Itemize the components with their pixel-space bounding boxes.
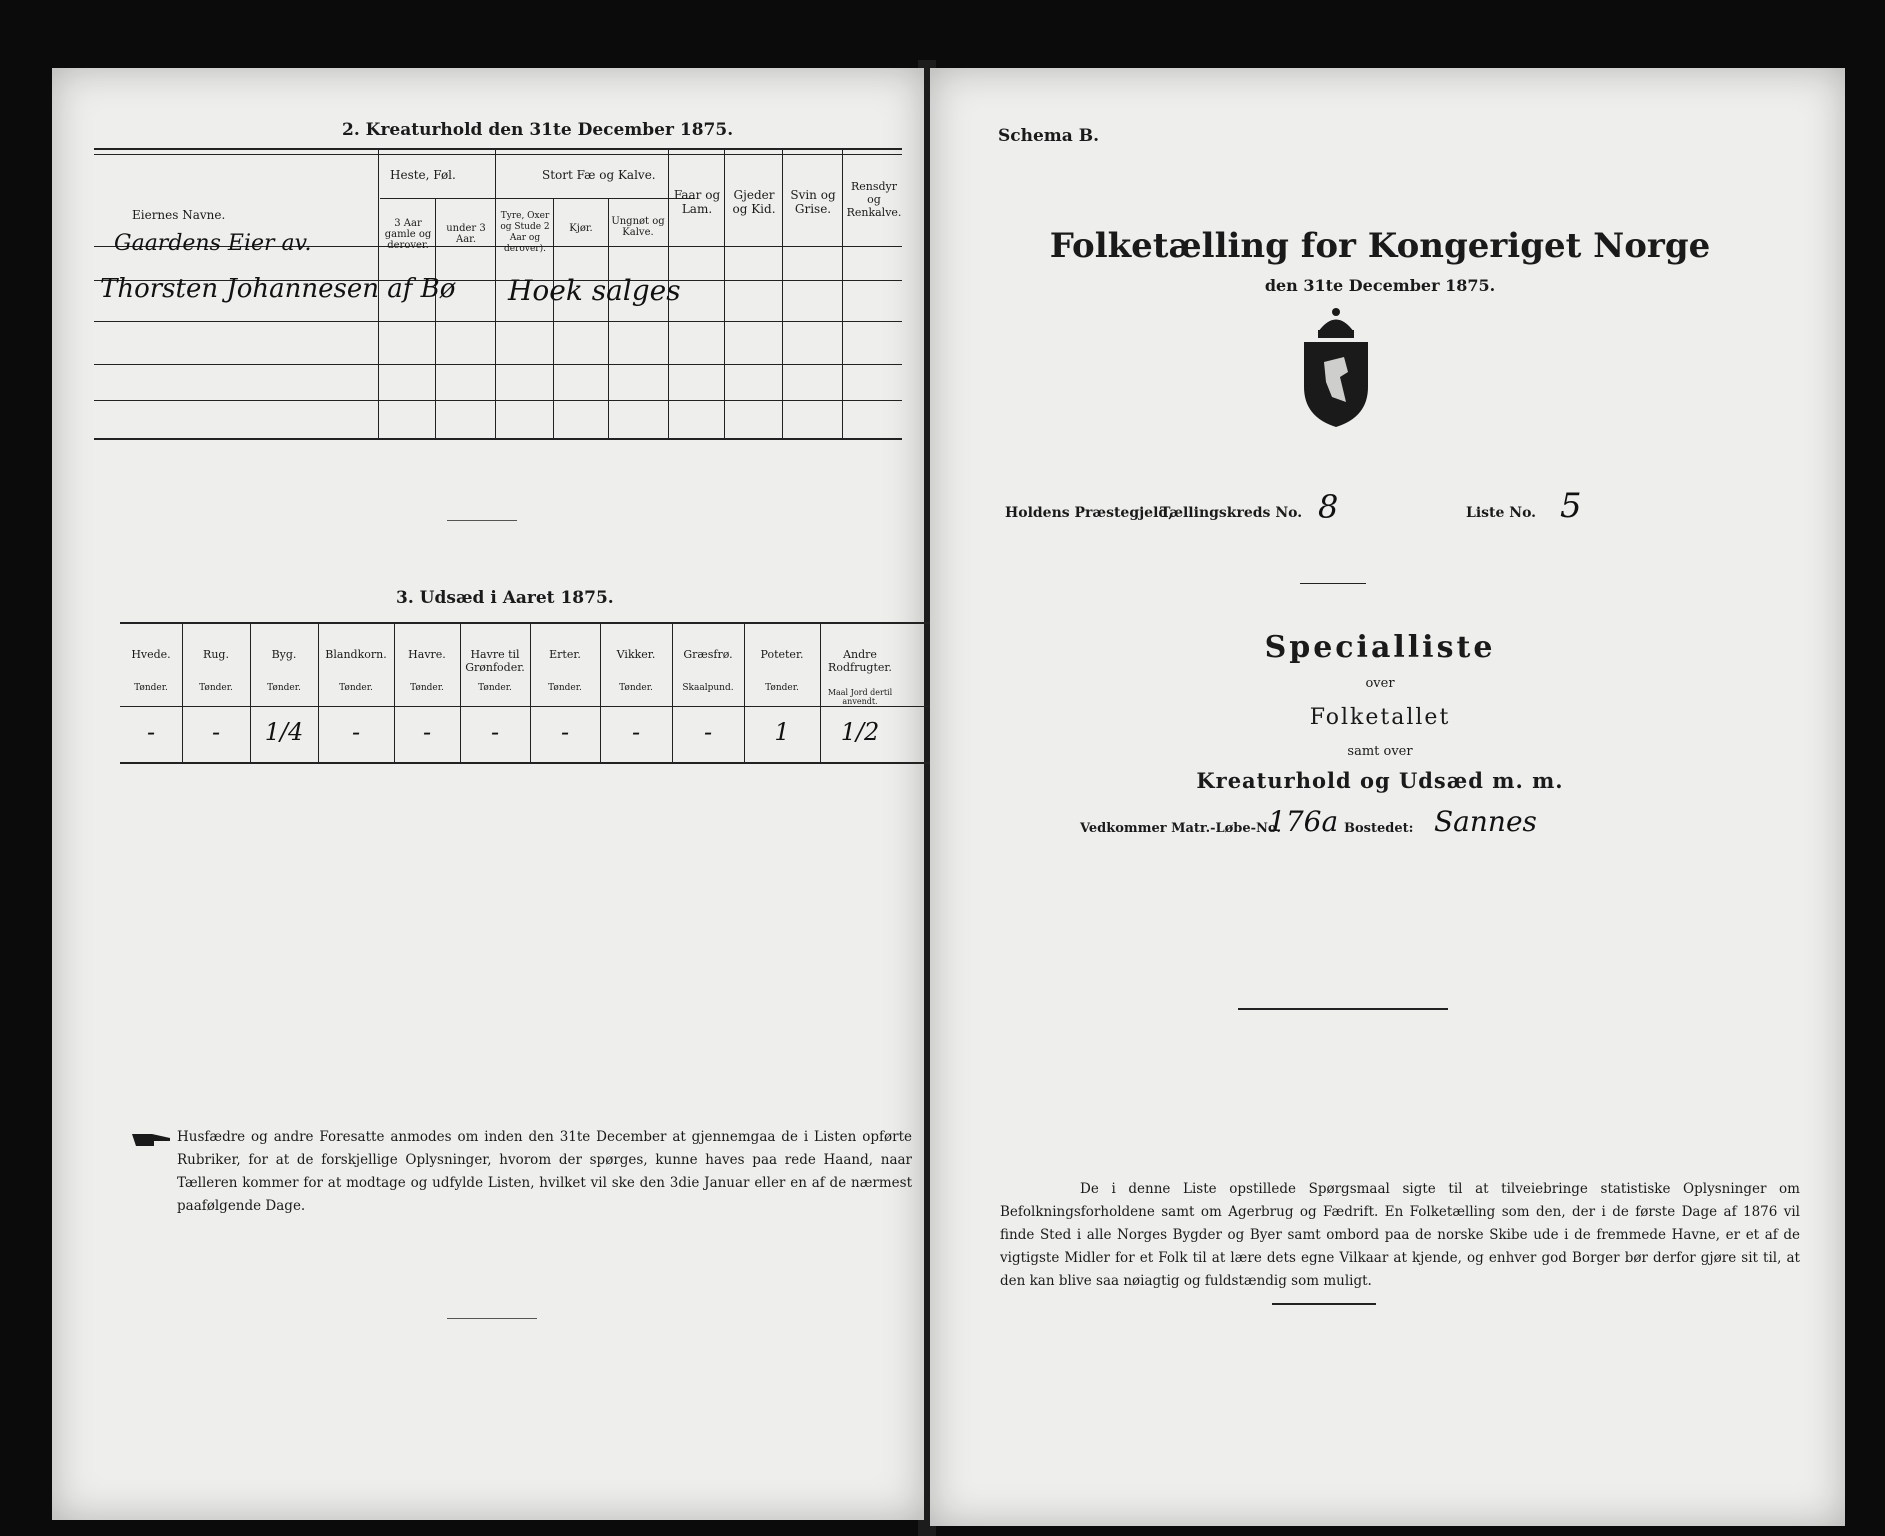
goats-header: Gjeder og Kid. bbox=[732, 188, 776, 216]
cattle-sub-2: Kjør. bbox=[569, 223, 593, 234]
livestock-title: 2. Kreaturhold den 31te December 1875. bbox=[342, 120, 734, 140]
sowing-col-header: Blandkorn. bbox=[325, 648, 387, 661]
cattle-sub-1: Tyre, Oxer og Stude 2 Aar og derover). bbox=[500, 211, 550, 254]
list-value: 5 bbox=[1560, 486, 1582, 526]
sowing-col-unit: Tønder. bbox=[619, 683, 653, 693]
sowing-title: 3. Udsæd i Aaret 1875. bbox=[396, 588, 614, 608]
notice-text: Husfædre og andre Foresatte anmodes om inden den 31te December at gjennemgaa de i Listen opførte Rubriker, for at de forskjellige Oplysninger, hvorom der spørges, kunne haves paa rede Haand, naar Tælleren kommer for at modtage og udfylde Listen, hvilket vil ske den 3die Januar eller en af de nærmest paafølgende Dage. bbox=[177, 1129, 912, 1214]
sowing-col-header: Poteter. bbox=[760, 648, 804, 661]
sowing-col-header: Rug. bbox=[203, 648, 229, 661]
sowing-col-unit: Tønder. bbox=[339, 683, 373, 693]
sowing-col-unit: Tønder. bbox=[267, 683, 301, 693]
matr-value: 176a bbox=[1268, 805, 1339, 838]
sowing-value: - bbox=[703, 718, 713, 746]
over-text-1: over bbox=[1365, 676, 1395, 691]
sowing-col-unit: Tønder. bbox=[410, 683, 444, 693]
right-page bbox=[930, 68, 1845, 1526]
sowing-col-unit: Tønder. bbox=[199, 683, 233, 693]
pointing-hand-icon bbox=[130, 1130, 168, 1146]
matr-label: Vedkommer Matr.-Løbe-No. bbox=[1080, 821, 1281, 836]
district-label: Tællingskreds No. bbox=[1160, 505, 1303, 521]
parish-label: Holdens Præstegjeld, bbox=[1005, 505, 1174, 521]
sowing-value: - bbox=[146, 718, 156, 746]
cattle-sub-3: Ungnøt og Kalve. bbox=[611, 216, 665, 238]
handwritten-owner: Thorsten Johannesen af Bø bbox=[100, 274, 456, 304]
sowing-value: - bbox=[631, 718, 641, 746]
folketallet-text: Folketallet bbox=[1309, 705, 1451, 730]
sheep-header: Faar og Lam. bbox=[673, 188, 721, 216]
census-date: den 31te December 1875. bbox=[1264, 276, 1496, 295]
sowing-col-header: Erter. bbox=[549, 648, 581, 661]
sowing-col-unit: Tønder. bbox=[478, 683, 512, 693]
schema-label: Schema B. bbox=[998, 126, 1100, 146]
handwritten-owner-header: Gaardens Eier av. bbox=[114, 231, 312, 256]
sowing-value: 1/2 bbox=[840, 718, 880, 746]
footer-text: De i denne Liste opstillede Spørgsmaal sigte til at tilveiebringe statistiske Oplysninger om Befolkningsforholdene samt om Agerbrug og Fædrift. En Folketælling som den, der i de første Dage af 1876 vil finde Sted i alle Norges Bygder og Byer samt ombord paa de norske Skibe ude i de fremmede Havne, er et af de vigtigste Midler for et Folk til at lære dets egne Vilkaar at kjende, og enhver god Borger bør derfor gjøre sit til, at den kan blive saa nøiagtig og fuldstændig som muligt. bbox=[1000, 1181, 1800, 1289]
sowing-value: - bbox=[211, 718, 221, 746]
kreaturhold-text: Kreaturhold og Udsæd m. m. bbox=[1196, 768, 1564, 793]
sowing-col-header: Vikker. bbox=[616, 648, 656, 661]
list-label: Liste No. bbox=[1466, 505, 1537, 521]
pigs-header: Svin og Grise. bbox=[790, 188, 836, 216]
sowing-col-unit: Tønder. bbox=[765, 683, 799, 693]
cattle-header: Stort Fæ og Kalve. bbox=[542, 168, 656, 182]
bosted-value: Sannes bbox=[1434, 805, 1537, 838]
specialliste-title: Specialliste bbox=[1264, 630, 1496, 665]
sowing-value: - bbox=[422, 718, 432, 746]
sowing-col-header: Hvede. bbox=[131, 648, 171, 661]
sowing-col-header: Andre Rodfrugter. bbox=[828, 648, 892, 674]
handwritten-note: Hoek salges bbox=[508, 274, 681, 307]
census-title: Folketælling for Kongeriget Norge bbox=[1049, 226, 1711, 266]
horses-header: Heste, Føl. bbox=[390, 168, 456, 182]
sowing-value: 1 bbox=[774, 718, 790, 746]
sowing-col-unit: Tønder. bbox=[548, 683, 582, 693]
horses-sub-1: 3 Aar gamle og derover. bbox=[384, 218, 432, 251]
sowing-col-unit: Skaalpund. bbox=[682, 683, 734, 693]
district-value: 8 bbox=[1318, 488, 1339, 526]
bosted-label: Bostedet: bbox=[1344, 821, 1414, 836]
sowing-col-header: Græsfrø. bbox=[683, 648, 733, 661]
sowing-value: - bbox=[351, 718, 361, 746]
owner-col-header: Eiernes Navne. bbox=[132, 208, 226, 222]
left-page bbox=[52, 68, 924, 1520]
sowing-col-header: Havre. bbox=[408, 648, 446, 661]
sowing-value: - bbox=[560, 718, 570, 746]
sowing-col-unit: Maal Jord dertil anvendt. bbox=[827, 688, 893, 706]
sowing-value: 1/4 bbox=[264, 718, 304, 746]
sowing-col-unit: Tønder. bbox=[134, 683, 168, 693]
sowing-col-header: Byg. bbox=[271, 648, 297, 661]
norway-coat-of-arms-icon bbox=[1296, 302, 1376, 432]
sowing-col-header: Havre til Grønfoder. bbox=[465, 648, 525, 674]
sowing-value: - bbox=[490, 718, 500, 746]
reindeer-header: Rensdyr og Renkalve. bbox=[846, 180, 902, 219]
horses-sub-2: under 3 Aar. bbox=[446, 223, 486, 245]
samt-over-text: samt over bbox=[1347, 744, 1413, 759]
